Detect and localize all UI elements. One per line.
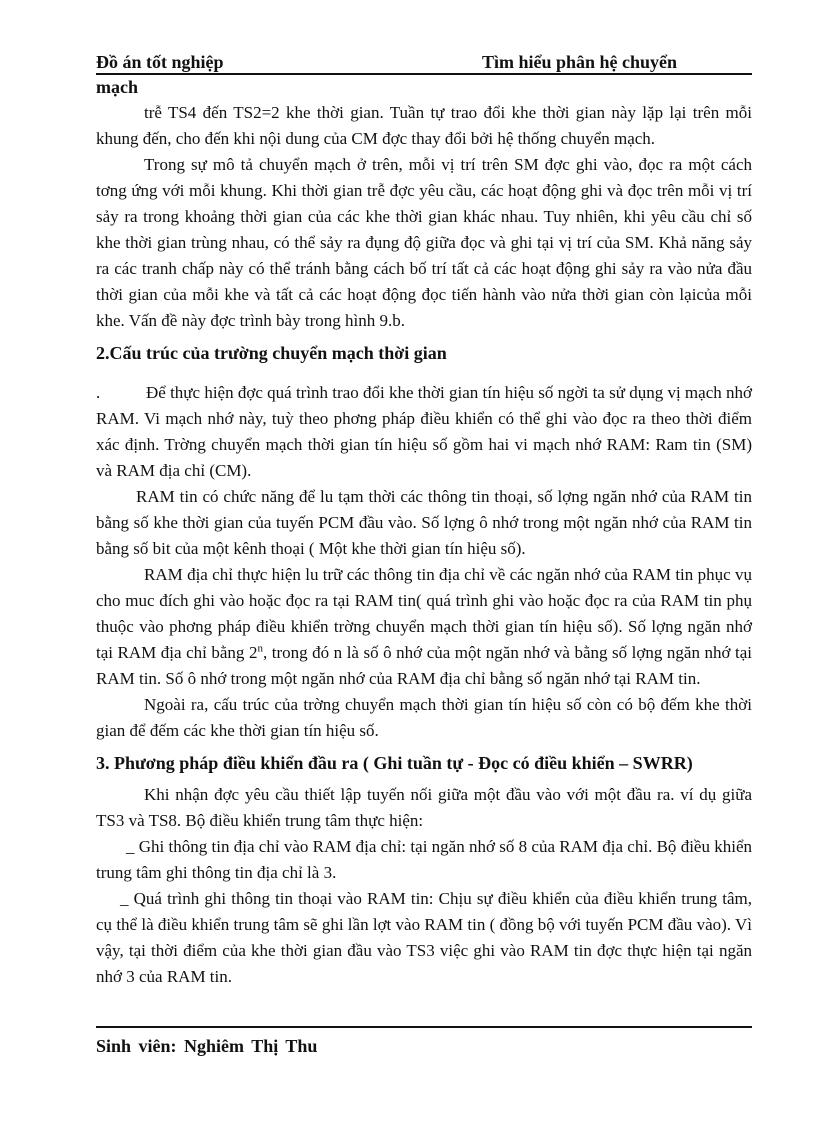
footer-student-name: Sinh viên: Nghiêm Thị Thu <box>96 1036 318 1056</box>
paragraph-5-text-a: RAM địa chỉ thực hiện lu trữ các thông tin địa chỉ về các ngăn nhớ của RAM tin phục vụ cho muc đích ghi vào hoặc đọc ra tại RAM tin( quá trình ghi vào hoặc đọc ra của RAM tin phụ thuộc vào phơng pháp điều khiển trờng chuyển mạch thời gian tín hiệu số). Số lợng ngăn nhớ tại RAM địa chỉ bằng 2 <box>96 565 752 662</box>
header-topic-continuation: mạch <box>96 77 138 97</box>
header-topic-label: Tìm hiểu phân hệ chuyển <box>482 52 678 72</box>
paragraph-7: Khi nhận đợc yêu cầu thiết lập tuyến nối giữa một đầu vào với một đầu ra. ví dụ giữa TS3 và TS8. Bộ điều khiển trung tâm thực hiện: <box>96 785 752 830</box>
header-divider <box>96 73 752 75</box>
header-thesis-label: Đồ án tốt nghiệp <box>96 52 224 72</box>
paragraph-9: _ Quá trình ghi thông tin thoại vào RAM tin: Chịu sự điều khiển của điều khiển trung tâm, cụ thể là điều khiển trung tâm sẽ ghi lần lợt vào RAM tin ( đồng bộ với tuyến PCM đầu vào). Vì vậy, tại thời điểm của khe thời gian đầu vào TS3 việc ghi vào RAM tin đợc thực hiện tại ngăn nhớ 3 của RAM tin. <box>96 889 752 986</box>
paragraph-3-text: Để thực hiện đợc quá trình trao đổi khe thời gian tín hiệu số ngời ta sử dụng vị mạch nhớ RAM. Vi mạch nhớ này, tuỳ theo phơng pháp điều khiển có thể ghi vào đọc ra theo thời điểm xác định. Trờng chuyển mạch thời gian tín hiệu số gồm hai vi mạch nhớ RAM: Ram tin (SM) và RAM địa chỉ (CM). <box>96 383 752 480</box>
paragraph-6: Ngoài ra, cấu trúc của trờng chuyển mạch thời gian tín hiệu số còn có bộ đếm khe thời gian để đếm các khe thời gian tín hiệu số. <box>96 695 752 740</box>
footer-divider <box>96 1026 752 1028</box>
paragraph-3 <box>96 380 752 484</box>
paragraph-4: RAM tin có chức năng để lu tạm thời các thông tin thoại, số lợng ngăn nhớ của RAM tin bằng số khe thời gian của tuyến PCM đầu vào. Số lợng ô nhớ trong một ngăn nhớ của RAM tin bằng số bit của một kênh thoại ( Một khe thời gian tín hiệu số). <box>96 487 752 558</box>
paragraph-1: trễ TS4 đến TS2=2 khe thời gian. Tuần tự trao đổi khe thời gian này lặp lại trên mỗi khung đến, cho đến khi nội dung của CM đợc thay đổi bởi hệ thống chuyển mạch. <box>96 103 752 148</box>
paragraph-8: _ Ghi thông tin địa chỉ vào RAM địa chỉ: tại ngăn nhớ số 8 của RAM địa chỉ. Bộ điều khiển trung tâm ghi thông tin địa chỉ là 3. <box>96 837 752 882</box>
paragraph-3-dot: . <box>96 383 101 402</box>
paragraph-5 <box>96 562 752 692</box>
section-heading-3: 3. Phương pháp điều khiển đầu ra ( Ghi tuần tự - Đọc có điều khiển – SWRR) <box>96 753 693 773</box>
paragraph-5-text-b: , trong đó n là số ô nhớ của một ngăn nhớ và bằng số lợng ngăn nhớ tại RAM tin. Số ô nhớ trong một ngăn nhớ của RAM địa chỉ bằng số ngăn nhớ tại RAM tin. <box>96 643 752 688</box>
section-heading-2: 2.Cấu trúc của trường chuyển mạch thời gian <box>96 343 447 363</box>
document-body <box>96 100 752 990</box>
paragraph-2: Trong sự mô tả chuyển mạch ở trên, mỗi vị trí trên SM đợc ghi vào, đọc ra một cách tơng ứng với mỗi khung. Khi thời gian trễ đợc yêu cầu, các hoạt động ghi và đọc trên mỗi vị trí sảy ra trong khoảng thời gian của các khe thời gian khác nhau. Tuy nhiên, khi yêu cầu chỉ số khe thời gian trùng nhau, có thể sảy ra đụng độ giữa đọc và ghi tại vị trí của SM. Khả năng sảy ra các tranh chấp này có thể tránh bằng cách bố trí tất cả các hoạt động ghi sảy ra vào nửa đầu thời gian của mỗi khe và tất cả các hoạt động đọc tiến hành vào nửa thời gian còn lạicủa mỗi khe. Vấn đề này đợc trình bày trong hình 9.b. <box>96 155 752 330</box>
paragraph-5-superscript: n <box>257 642 263 655</box>
